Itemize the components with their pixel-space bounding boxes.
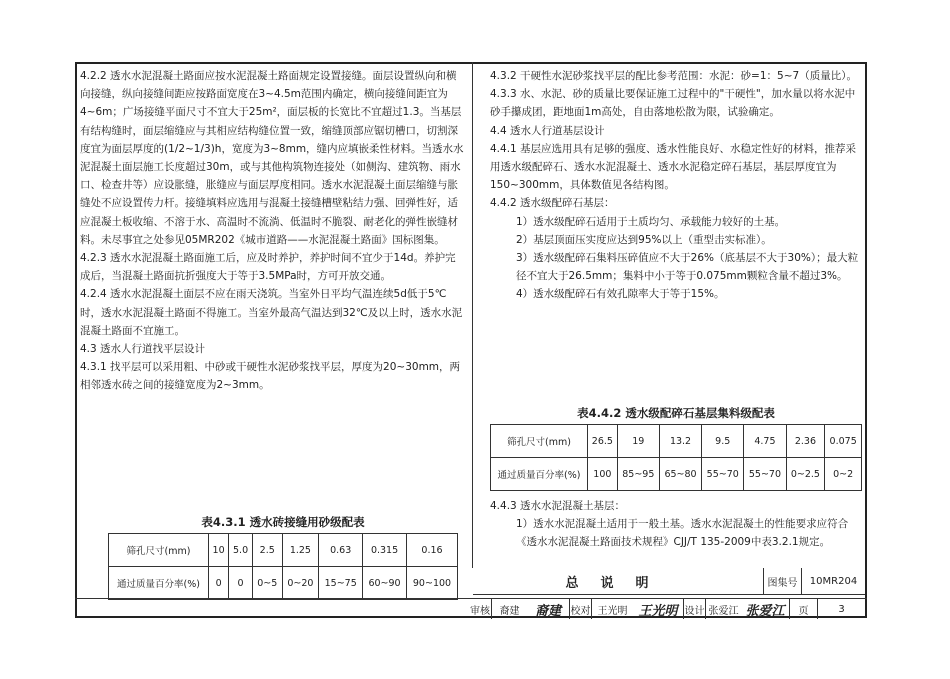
table-cell: 19 xyxy=(617,425,659,458)
atlas-number-label: 图集号 xyxy=(763,568,801,594)
title-block-row-1 xyxy=(473,568,865,595)
page-label: 页 xyxy=(789,599,817,619)
clause-4-4-3-item-1: 1）透水水泥混凝土适用于一般土基。透水水泥混凝土的性能要求应符合《透水水泥混凝土路面技术规程》CJJ/T 135-2009中表3.2.1规定。 xyxy=(516,518,849,549)
table-cell: 26.5 xyxy=(588,425,618,458)
row-label: 通过质量百分率(%) xyxy=(109,567,209,600)
table-cell: 1.25 xyxy=(282,534,319,567)
column-divider xyxy=(472,62,473,568)
table-4-3-1-caption: 表4.3.1 透水砖接缝用砂级配表 xyxy=(201,515,365,529)
clause-4-4-1: 4.4.1 基层应选用具有足够的强度、透水性能良好、水稳定性好的材料，推荐采用透水级配碎石、透水水泥混凝土、透水水泥稳定碎石基层，基层厚度宜为150~300mm，具体数值见各结构图。 xyxy=(490,142,857,192)
table-cell: 0~2 xyxy=(825,458,862,491)
clause-4-3-1: 4.3.1 找平层可以采用粗、中砂或干硬性水泥砂浆找平层，厚度为20~30mm，两相邻透水砖之间的接缝宽度为2~3mm。 xyxy=(80,361,461,392)
clause-4-4-2: 4.4.2 透水级配碎石基层： xyxy=(490,197,615,210)
section-4-4-heading: 4.4 透水人行道基层设计 xyxy=(490,124,605,137)
table-cell: 85~95 xyxy=(617,458,659,491)
right-column xyxy=(490,67,860,304)
table-cell: 0.63 xyxy=(319,534,363,567)
row-label: 筛孔尺寸(mm) xyxy=(491,425,588,458)
clause-4-2-2: 4.2.2 透水水泥混凝土路面应按水泥混凝土路面规定设置接缝。面层设置纵向和横向接缝，纵向接缝间距应按路面宽度在3~4.5m范围内确定，横向接缝间距宜为4~6m；广场接缝平面尺寸不宜大于25m²，面层板的长宽比不宜超过1.3。当基层有结构缝时，面层缩缝应与其相应结构缝位置一致，缩缝顶部应锯切槽口，切割深度宜为面层厚度的(1/2~1/3)h，宽度为3~8mm，缝内应填嵌柔性材料。当透水水泥混凝土面层施工长度超过30m，或与其他构筑物连接处（如侧沟、建筑物、雨水口、检查井等）应设胀缝，胀缝应与面层厚度相同。透水水泥混凝土面层缩缝与胀缝处不应设置传力杆。接缝填料应选用与混凝土接缝槽壁粘结力强、回弹性好，适应混凝土板收缩、不溶于水、高温时不流淌、低温时不脆裂、耐老化的弹性嵌缝材料。未尽事宜之处参见05MR202《城市道路——水泥混凝土路面》国标图集。 xyxy=(80,70,464,246)
table-row xyxy=(491,425,862,458)
check-name: 王光明 xyxy=(591,599,633,619)
table-4-4-2-caption: 表4.4.2 透水级配碎石基层集料级配表 xyxy=(577,406,775,420)
table-cell: 55~70 xyxy=(744,458,786,491)
clause-4-3-2: 4.3.2 干硬性水泥砂浆找平层的配比参考范围：水泥：砂=1：5~7（质量比）。 xyxy=(490,70,857,82)
table-row xyxy=(109,567,458,600)
row-label: 通过质量百分率(%) xyxy=(491,458,588,491)
table-cell: 0 xyxy=(209,567,229,600)
review-name: 裔建 xyxy=(491,599,527,619)
clause-4-3-3: 4.3.3 水、水泥、砂的质量比要保证施工过程中的"干硬性"，加水量以将水泥中砂手攥成团，距地面1m高处，自由落地松散为限，试验确定。 xyxy=(490,88,856,119)
design-label: 设计 xyxy=(683,599,705,619)
table-cell: 90~100 xyxy=(406,567,457,600)
table-cell: 0~20 xyxy=(282,567,319,600)
table-cell: 55~70 xyxy=(702,458,744,491)
review-label: 审核 xyxy=(470,605,490,617)
section-4-3-heading: 4.3 透水人行道找平层设计 xyxy=(80,343,206,356)
design-name: 张爱江 xyxy=(705,599,741,619)
table-cell: 0.315 xyxy=(363,534,407,567)
table-4-3-1 xyxy=(108,512,458,600)
clause-4-2-3: 4.2.3 透水水泥混凝土路面施工后，应及时养护，养护时间不宜少于14d。养护完成后，当混凝土路面抗折强度大于等于3.5MPa时，方可开放交通。 xyxy=(80,252,456,283)
row-label: 筛孔尺寸(mm) xyxy=(109,534,209,567)
check-signature: 王光明 xyxy=(638,603,678,619)
table-cell: 0.16 xyxy=(406,534,457,567)
table-cell: 100 xyxy=(588,458,618,491)
clause-4-4-2-item-4: 4）透水级配碎石有效孔隙率大于等于15%。 xyxy=(516,288,725,301)
clause-4-4-2-item-1: 1）透水级配碎石适用于土质均匀、承载能力较好的土基。 xyxy=(516,215,786,228)
table-cell: 0~5 xyxy=(252,567,282,600)
drawing-title: 总说明 xyxy=(565,575,671,591)
table-4-4-2 xyxy=(490,403,862,552)
review-signature: 裔建 xyxy=(534,603,561,619)
table-cell: 60~90 xyxy=(363,567,407,600)
table-cell: 0~2.5 xyxy=(786,458,825,491)
table-cell: 9.5 xyxy=(702,425,744,458)
clause-4-4-3-block xyxy=(490,497,862,552)
table-cell: 65~80 xyxy=(659,458,701,491)
table-cell: 13.2 xyxy=(659,425,701,458)
atlas-number: 10MR204 xyxy=(801,568,865,594)
table-cell: 5.0 xyxy=(229,534,253,567)
clause-4-4-3: 4.4.3 透水水泥混凝土基层： xyxy=(490,500,626,512)
clause-4-2-4: 4.2.4 透水水泥混凝土面层不应在雨天浇筑。当室外日平均气温连续5d低于5℃时，透水水泥混凝土路面不得施工。当室外最高气温达到32℃及以上时，透水水泥混凝土路面不宜施工。 xyxy=(80,288,463,337)
check-label: 校对 xyxy=(569,599,591,619)
table-4-3-1-grid xyxy=(108,533,458,600)
clause-4-4-2-item-3: 3）透水级配碎石集料压碎值应不大于26%（底基层不大于30%）；最大粒径不宜大于26.5mm；集料中小于等于0.075mm颗粒含量不超过3%。 xyxy=(516,252,859,283)
table-cell: 0.075 xyxy=(825,425,862,458)
left-column xyxy=(80,67,465,395)
table-cell: 4.75 xyxy=(744,425,786,458)
signature-row xyxy=(75,598,867,619)
table-4-4-2-grid xyxy=(490,424,862,491)
clause-4-4-2-item-2: 2）基层顶面压实度应达到95%以上（重型击实标准）。 xyxy=(516,233,772,246)
table-cell: 2.5 xyxy=(252,534,282,567)
table-cell: 15~75 xyxy=(319,567,363,600)
table-cell: 2.36 xyxy=(786,425,825,458)
table-cell: 0 xyxy=(229,567,253,600)
table-row xyxy=(109,534,458,567)
table-row xyxy=(491,458,862,491)
page-number: 3 xyxy=(817,599,865,619)
table-cell: 10 xyxy=(209,534,229,567)
design-signature: 张爱江 xyxy=(745,603,785,619)
